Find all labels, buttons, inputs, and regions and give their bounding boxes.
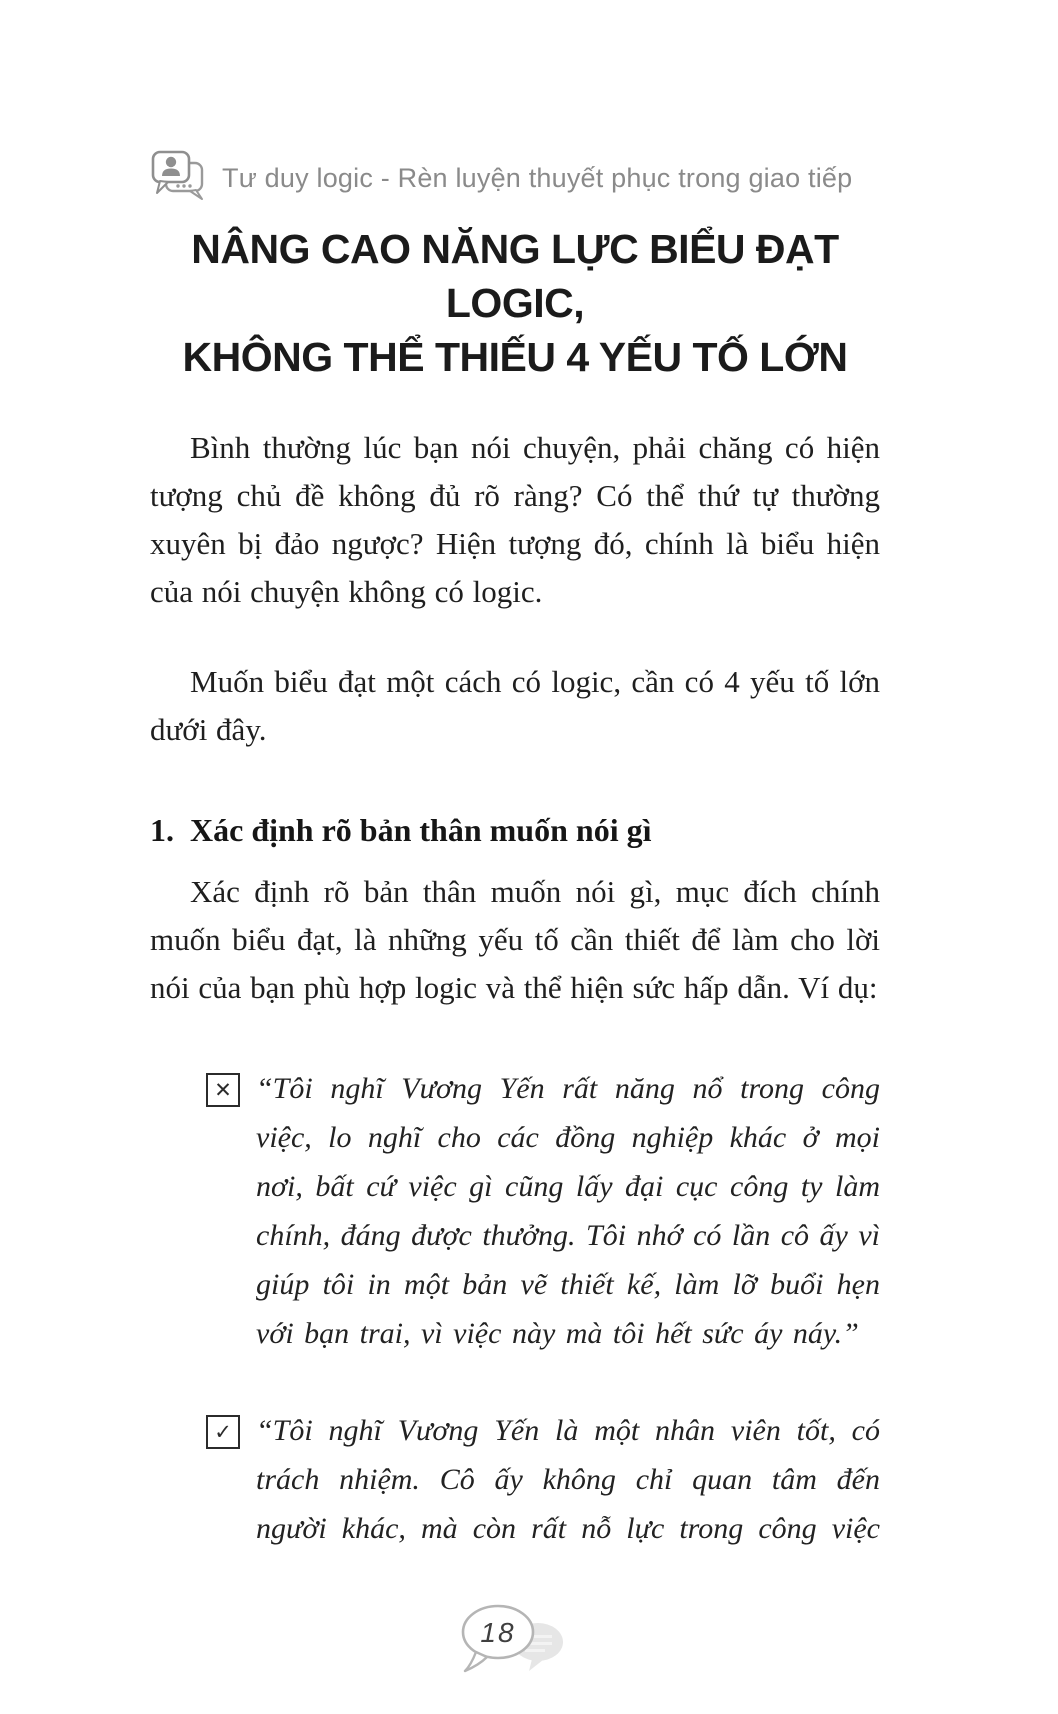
- paragraph-intro-1: Bình thường lúc bạn nói chuyện, phải chăng có hiện tượng chủ đề không đủ rõ ràng? Có thể thứ tự thường xuyên bị đảo ngược? Hiện tượng đó, chính là biểu hiện của nói chuyện không có logic.: [150, 430, 880, 609]
- crossed-checkbox-icon: ✕: [206, 1073, 240, 1107]
- paragraph-section-1: Xác định rõ bản thân muốn nói gì, mục đích chính muốn biểu đạt, là những yếu tố cần thiết để làm cho lời nói của bạn phù hợp logic và thể hiện sức hấp dẫn. Ví dụ:: [150, 874, 880, 1005]
- example-right: [206, 1406, 880, 1553]
- chat-bubbles-person-icon: [150, 149, 208, 208]
- example-wrong-text: “Tôi nghĩ Vương Yến rất năng nổ trong công việc, lo nghĩ cho các đồng nghiệp khác ở mọi nơi, bất cứ việc gì cũng lấy đại cục công ty làm chính, đáng được thưởng. Tôi nhớ có lần cô ấy vì giúp tôi in một bản vẽ thiết kế, làm lỡ buổi hẹn với bạn trai, vì việc này mà tôi hết sức áy náy.”: [256, 1072, 881, 1350]
- section-number: 1.: [150, 812, 174, 848]
- page-footer: [150, 1599, 880, 1685]
- chapter-title: [150, 222, 880, 384]
- chapter-title-line2: KHÔNG THỂ THIẾU 4 YẾU TỐ LỚN: [182, 334, 848, 380]
- chapter-title-line1: NÂNG CAO NĂNG LỰC BIỂU ĐẠT LOGIC,: [191, 226, 839, 326]
- checked-checkbox-icon: ✓: [206, 1415, 240, 1449]
- section-heading: [150, 806, 880, 854]
- running-head-title: Tư duy logic - Rèn luyện thuyết phục trong giao tiếp: [222, 162, 853, 193]
- section-title: Xác định rõ bản thân muốn nói gì: [190, 812, 652, 848]
- page-number-bubble: [435, 1599, 595, 1685]
- page-number: 18: [480, 1617, 516, 1648]
- example-right-text: “Tôi nghĩ Vương Yến là một nhân viên tốt, có trách nhiệm. Cô ấy không chỉ quan tâm đến người khác, mà còn rất nỗ lực trong công việc: [256, 1414, 880, 1545]
- example-wrong: [206, 1064, 880, 1358]
- paragraph-intro-2: Muốn biểu đạt một cách có logic, cần có 4 yếu tố lớn dưới đây.: [150, 664, 880, 747]
- running-head: [150, 150, 880, 206]
